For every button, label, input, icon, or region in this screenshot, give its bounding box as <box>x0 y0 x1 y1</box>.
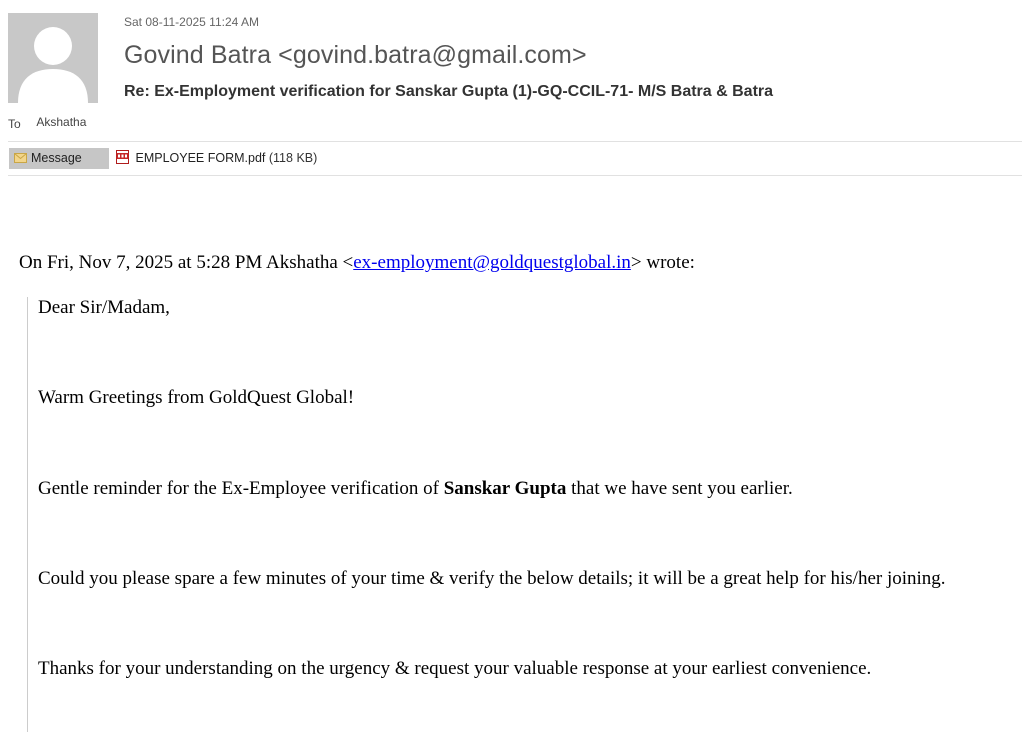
sender-email-link[interactable]: ex-employment@goldquestglobal.in <box>353 252 631 273</box>
person-placeholder-icon <box>8 13 98 103</box>
attachment-divider <box>8 175 1022 176</box>
reminder-prefix: Gentle reminder for the Ex-Employee verification of <box>38 478 444 499</box>
attachment-item[interactable] <box>116 148 317 169</box>
sender-name[interactable]: Govind Batra <govind.batra@gmail.com> <box>124 41 587 69</box>
quote-thanks: Thanks for your understanding on the urgency & request your valuable response at your earliest convenience. <box>38 658 872 679</box>
pdf-file-icon <box>116 150 129 164</box>
recipient-name[interactable]: Akshatha <box>36 115 87 129</box>
reminder-suffix: that we have sent you earlier. <box>566 478 793 499</box>
quote-greeting: Dear Sir/Madam, <box>38 297 170 318</box>
envelope-icon <box>14 153 27 163</box>
quote-warm-greetings: Warm Greetings from GoldQuest Global! <box>38 387 355 408</box>
attribution-prefix: On Fri, Nov 7, 2025 at 5:28 PM Akshatha < <box>19 252 354 273</box>
to-label: To <box>8 117 21 131</box>
header-divider <box>8 141 1022 142</box>
message-date: Sat 08-11-2025 11:24 AM <box>124 15 259 29</box>
recipients-row <box>8 115 86 129</box>
attachment-name: EMPLOYEE FORM.pdf <box>135 151 266 165</box>
message-subject: Re: Ex-Employment verification for Sanskar Gupta (1)-GQ-CCIL-71- M/S Batra & Batra <box>124 83 774 100</box>
quote-border <box>27 297 28 732</box>
sender-avatar <box>8 13 98 103</box>
message-tab-label: Message <box>31 151 82 165</box>
candidate-name: Sanskar Gupta <box>443 478 567 499</box>
quote-attribution <box>19 252 695 274</box>
attachment-size: (118 KB) <box>268 151 318 165</box>
quote-reminder <box>38 478 793 500</box>
attribution-suffix: > wrote: <box>630 252 695 273</box>
message-tab[interactable] <box>9 148 109 169</box>
quote-request: Could you please spare a few minutes of your time & verify the below details; it will be a great help for his/her joining. <box>38 568 946 589</box>
